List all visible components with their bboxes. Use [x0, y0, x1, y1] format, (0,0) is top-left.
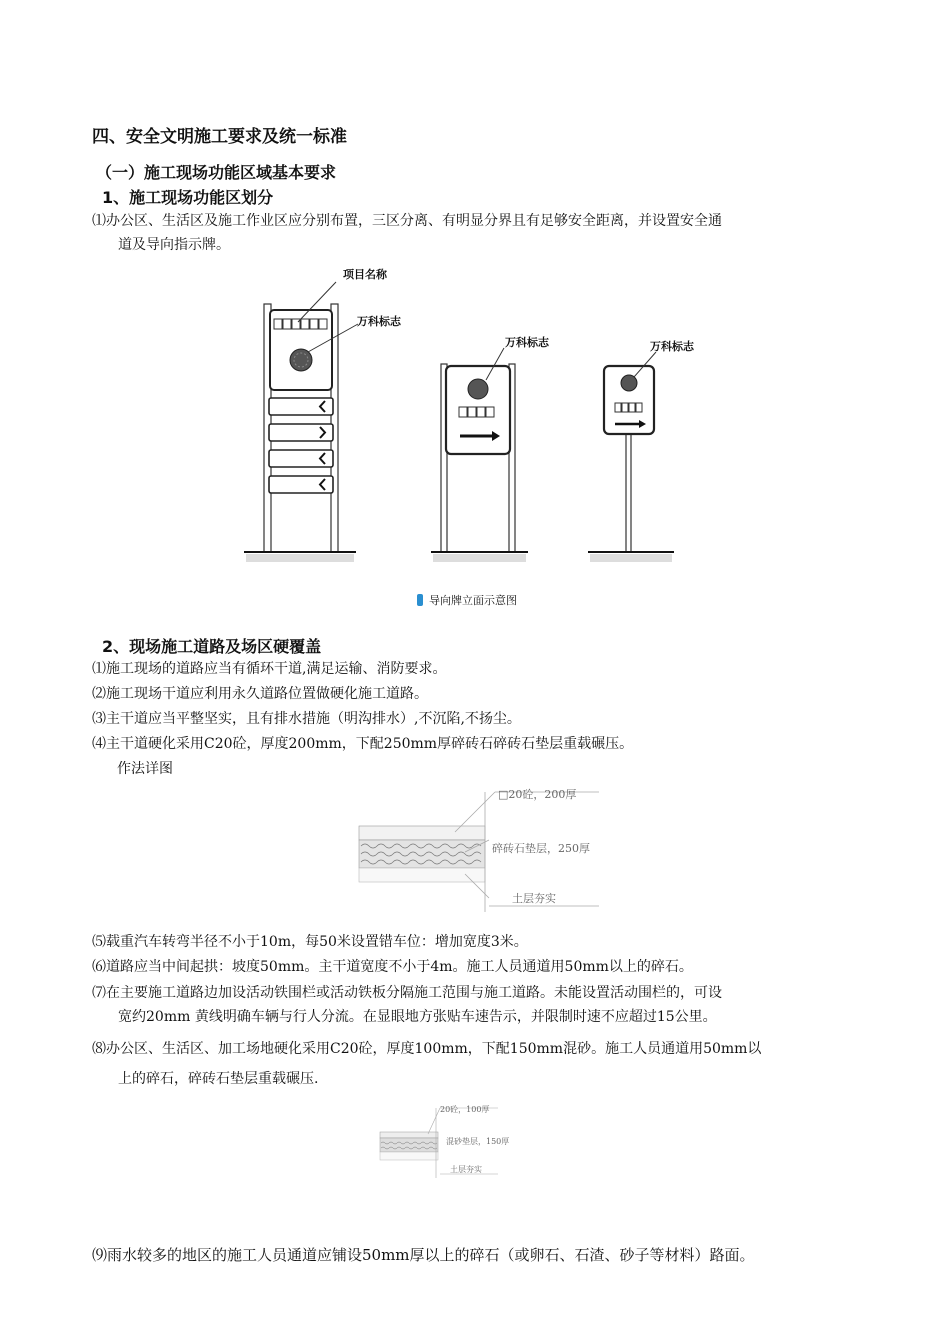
label-logo-3: 万科标志 [650, 340, 694, 353]
label-logo-2: 万科标志 [505, 336, 549, 349]
section-heading: 四、安全文明施工要求及统一标准 [92, 127, 347, 147]
yard-label-top: 20砼，100厚 [440, 1105, 490, 1114]
paragraph-2-item-7-line-1: ⑺在主要施工道路边加设活动铁围栏或活动铁板分隔施工范围与施工道路。未能设置活动围栏的，可设 [92, 985, 722, 1001]
yard-label-bottom: 土层夯实 [450, 1165, 482, 1174]
label-project-name: 项目名称 [343, 268, 387, 281]
paragraph-2-item-7-line-2: 宽约20mm 黄线明确车辆与行人分流。在显眼地方张贴车速告示，并限制时速不应超过15公里。 [118, 1009, 717, 1025]
subsection-heading: （一）施工现场功能区域基本要求 [96, 163, 337, 182]
paragraph-2-item-4: ⑷主干道硬化采用C20砼，厚度200mm，下配250mm厚碎砖石碎砖石垫层重载碾压。 [92, 736, 634, 752]
signboard-figure [236, 262, 726, 612]
item-heading-1: 1、施工现场功能区划分 [102, 188, 274, 207]
paragraph-2-item-1: ⑴施工现场的道路应当有循环干道,满足运输、消防要求。 [92, 661, 447, 677]
paragraph-2-item-2: ⑵施工现场干道应利用永久道路位置做硬化施工道路。 [92, 686, 428, 702]
yard-label-mid: 混砂垫层，150厚 [446, 1137, 510, 1146]
label-logo-1: 万科标志 [357, 315, 401, 328]
paragraph-1-line-2: 道及导向指示牌。 [118, 237, 230, 253]
paragraph-2-item-6: ⑹道路应当中间起拱：坡度50mm。主干道宽度不小于4m。施工人员通道用50mm以上的碎石。 [92, 959, 693, 975]
detail-caption: 作法详图 [117, 761, 173, 777]
paragraph-2-item-3: ⑶主干道应当平整坚实，且有排水措施（明沟排水）,不沉陷,不扬尘。 [92, 711, 521, 727]
paragraph-2-item-8-line-2: 上的碎石，碎砖石垫层重载碾压. [118, 1071, 319, 1087]
road-label-top: □20砼，200厚 [498, 788, 577, 801]
road-label-mid: 碎砖石垫层，250厚 [492, 842, 590, 855]
figure-caption: 导向牌立面示意图 [429, 594, 517, 607]
paragraph-1-line-1: ⑴办公区、生活区及施工作业区应分别布置，三区分离、有明显分界且有足够安全距离，并设置安全通 [92, 213, 722, 229]
item-heading-2: 2、现场施工道路及场区硬覆盖 [102, 637, 322, 656]
road-label-bottom: 土层夯实 [512, 892, 556, 905]
paragraph-2-item-8-line-1: ⑻办公区、生活区、加工场地硬化采用C20砼，厚度100mm，下配150mm混砂。施工人员通道用50mm以 [92, 1041, 762, 1057]
paragraph-2-item-5: ⑸载重汽车转弯半径不小于10m，每50米设置错车位：增加宽度3米。 [92, 934, 528, 950]
paragraph-2-item-9: ⑼雨水较多的地区的施工人员通道应铺设50mm厚以上的碎石（或卵石、石渣、砂子等材料）路面。 [92, 1246, 755, 1264]
